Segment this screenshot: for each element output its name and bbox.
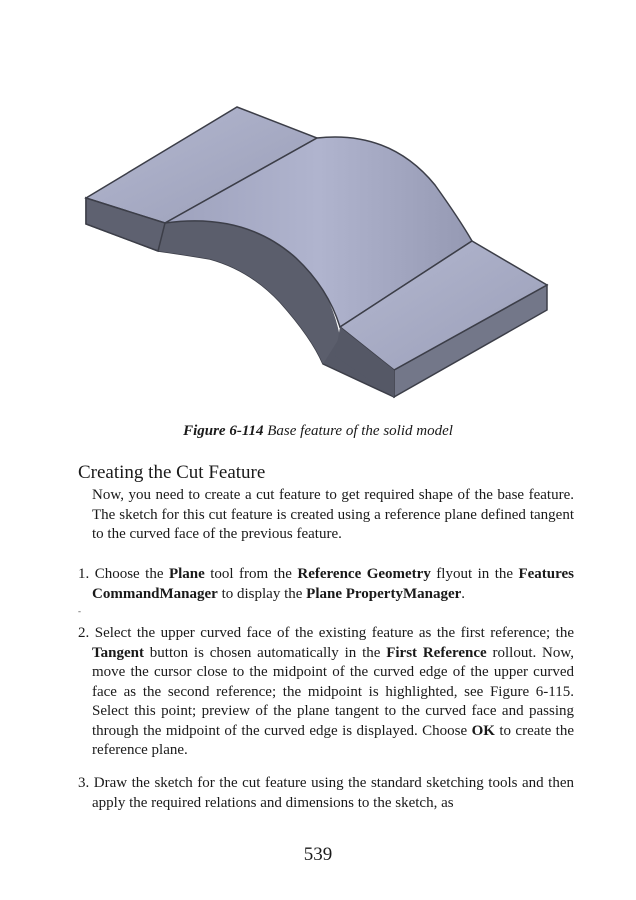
first-reference-term: First Reference: [386, 644, 487, 661]
step-1-text-e: flyout in the: [430, 566, 519, 582]
stray-mark: -: [78, 606, 81, 616]
step-1-text-i: .: [461, 585, 466, 602]
step-3: 3. Draw the sketch for the cut feature using the standard sketching tools and then apply the required relations and dimensions to the sketch, as: [78, 775, 574, 811]
step-2-text-g: to create the reference plane.: [92, 722, 574, 758]
figure-caption-text: Base feature of the solid model: [263, 423, 453, 439]
plane-tool-term: Plane: [168, 566, 205, 582]
tangent-button-term: Tangent: [92, 644, 144, 661]
figure-caption: [0, 423, 636, 440]
reference-geometry-term: Reference Geometry: [297, 566, 431, 582]
ok-term: OK: [471, 722, 495, 739]
step-2-text-e: rollout. Now, move the cursor close to the midpoint of the curved edge of the upper curved face as the second reference; the midpoint is highlighted, see Figure 6-115. Select this point; preview of the plane tangent to the curved face and passing through the midpoint of the curved edge is displayed. Choose: [92, 644, 574, 739]
intro-paragraph: Now, you need to create a cut feature to get required shape of the base feature. The sketch for this cut feature is created using a reference plane defined tangent to the curved face of the previous feature.: [92, 487, 574, 542]
figure-label: Figure 6-114: [183, 423, 264, 439]
step-1-text-a: 1. Choose the: [78, 566, 169, 582]
page-number: 539: [303, 844, 333, 865]
step-2-text-a: 2. Select the upper curved face of the existing feature as the first reference; the: [78, 625, 574, 641]
step-2: [78, 624, 574, 761]
section-heading: Creating the Cut Feature: [78, 462, 266, 483]
solid-model-figure: [60, 90, 570, 420]
step-1-text-g: to display the: [217, 585, 307, 602]
features-commandmanager-term: Features CommandManager: [92, 566, 575, 602]
step-1-text-c: tool from the: [204, 566, 298, 582]
step-1: [78, 565, 574, 604]
plane-propertymanager-term: Plane PropertyManager: [306, 585, 462, 602]
step-2-text-c: button is chosen automatically in the: [143, 644, 387, 661]
